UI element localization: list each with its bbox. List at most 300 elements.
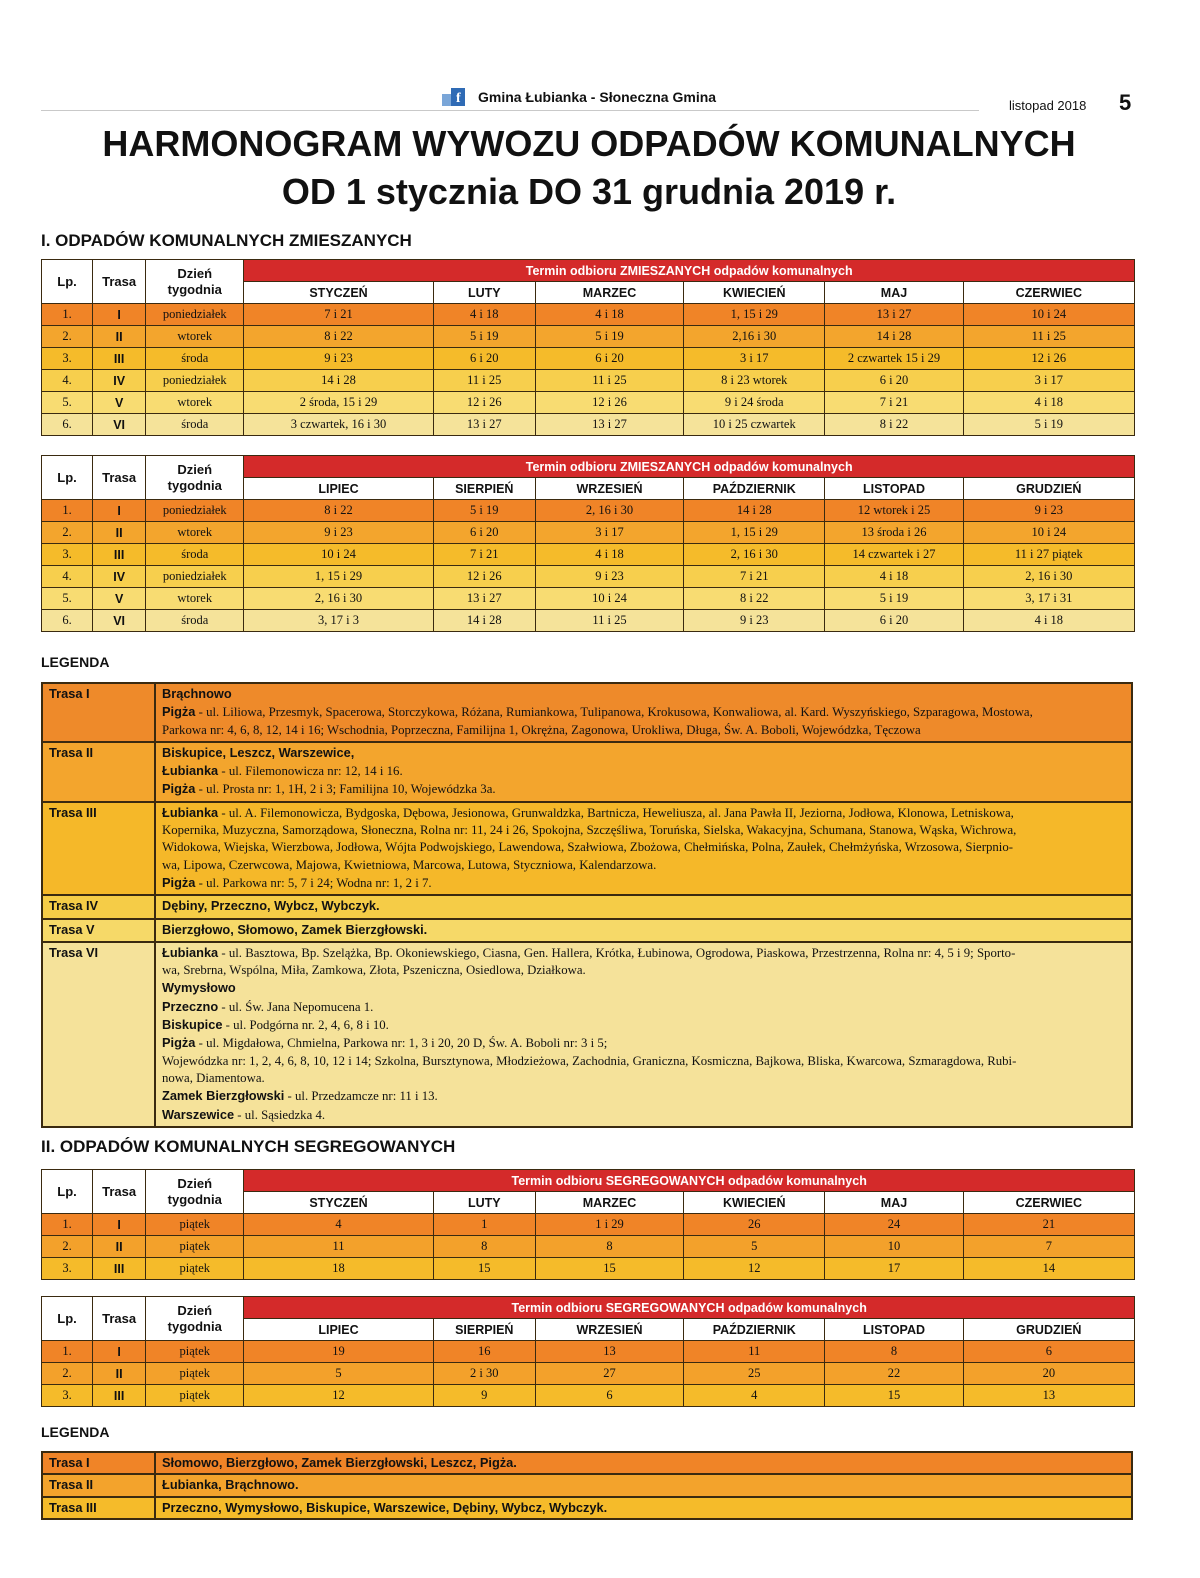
row-number: 2. (42, 326, 93, 348)
pickup-dates: 11 i 25 (433, 370, 535, 392)
month-header: MAJ (825, 1192, 963, 1214)
pickup-dates: 10 i 24 (963, 304, 1134, 326)
pickup-dates: 4 (684, 1385, 825, 1407)
pickup-dates: 3 i 17 (684, 348, 825, 370)
pickup-dates: 8 i 22 (244, 500, 433, 522)
legend-mixed (41, 682, 1133, 1128)
segregated-schedule-h2 (41, 1296, 1135, 1407)
street-group-name: Biskupice, Leszcz, Warszewice, (162, 744, 355, 760)
weekday: środa (146, 348, 244, 370)
route-id: I (93, 304, 146, 326)
weekday: piątek (146, 1214, 244, 1236)
street-group-name: Warszewice (162, 1106, 235, 1122)
route-id: II (93, 326, 146, 348)
legend-route-key: Trasa VI (42, 942, 155, 1127)
route-id: II (93, 1236, 146, 1258)
legend-route-key: Trasa III (42, 1497, 155, 1519)
month-header: CZERWIEC (963, 1192, 1134, 1214)
month-header: GRUDZIEŃ (963, 478, 1134, 500)
pickup-dates: 11 i 27 piątek (963, 544, 1134, 566)
row-number: 1. (42, 304, 93, 326)
pickup-dates: 21 (963, 1214, 1134, 1236)
pickup-dates: 2, 16 i 30 (244, 588, 433, 610)
col-header-dzien-line2: tygodnia (167, 1318, 222, 1334)
weekday: piątek (146, 1258, 244, 1280)
pickup-dates: 5 i 19 (825, 588, 963, 610)
legend-line (162, 1106, 1125, 1124)
pickup-dates: 20 (963, 1363, 1134, 1385)
pickup-dates: 13 i 27 (825, 304, 963, 326)
legend-line (162, 1070, 1125, 1087)
section-segregated-title: II. ODPADÓW KOMUNALNYCH SEGREGOWANYCH (41, 1137, 456, 1156)
route-id: II (93, 522, 146, 544)
page-title: HARMONOGRAM WYWOZU ODPADÓW KOMUNALNYCH (102, 123, 1076, 164)
section-mixed-title: I. ODPADÓW KOMUNALNYCH ZMIESZANYCH (41, 231, 412, 250)
legend-row (42, 1497, 1132, 1519)
table-row (42, 544, 1135, 566)
street-list: - ul. Filemonowicza nr: 12, 14 i 16. (218, 764, 403, 779)
street-group-name: Łubianka (162, 944, 219, 960)
table-row (42, 326, 1135, 348)
weekday: piątek (146, 1363, 244, 1385)
pickup-dates: 9 i 23 (244, 348, 433, 370)
legend-row (42, 742, 1132, 802)
pickup-dates: 22 (825, 1363, 963, 1385)
pickup-dates: 4 i 18 (963, 610, 1134, 632)
col-header-dzien (146, 260, 244, 304)
pickup-dates: 9 i 23 (535, 566, 683, 588)
pickup-dates: 14 i 28 (825, 326, 963, 348)
month-header: LISTOPAD (825, 478, 963, 500)
row-number: 2. (42, 522, 93, 544)
pickup-dates: 8 i 22 (825, 414, 963, 436)
table-row (42, 588, 1135, 610)
mixed-schedule-h1 (41, 259, 1135, 436)
table-row (42, 522, 1135, 544)
table-row (42, 1341, 1135, 1363)
street-group-name: Łubianka (162, 763, 219, 779)
legend-route-streets (155, 742, 1132, 802)
pickup-dates: 6 i 20 (433, 348, 535, 370)
street-list: Parkowa nr: 4, 6, 8, 12, 14 i 16; Wschodnia, Poprzeczna, Familijna 1, Okrężna, Zagonowa, Urokliwa, Długa, Św. A. Boboli, Wojewódzka, Tęczowa (162, 722, 921, 737)
pickup-dates: 9 i 23 (244, 522, 433, 544)
pickup-dates: 15 (825, 1385, 963, 1407)
pickup-dates: 4 i 18 (963, 392, 1134, 414)
pickup-dates: 25 (684, 1363, 825, 1385)
legend-route-places: Łubianka, Brąchnowo. (155, 1474, 1132, 1496)
pickup-dates: 8 (825, 1341, 963, 1363)
weekday: piątek (146, 1341, 244, 1363)
pickup-dates: 4 i 18 (535, 304, 683, 326)
month-header: LUTY (433, 1192, 535, 1214)
table-row (42, 414, 1135, 436)
legend-line (162, 1087, 1125, 1105)
pickup-dates: 12 wtorek i 25 (825, 500, 963, 522)
street-list: - ul. Przedzamcze nr: 11 i 13. (284, 1089, 438, 1104)
pickup-dates: 13 (963, 1385, 1134, 1407)
col-header-dzien-line2: tygodnia (167, 1191, 222, 1207)
month-header: STYCZEŃ (244, 1192, 433, 1214)
pickup-dates: 6 (535, 1385, 683, 1407)
pickup-dates: 8 i 22 (684, 588, 825, 610)
col-header-lp: Lp. (42, 1170, 93, 1214)
legend-line (162, 921, 1125, 939)
pickup-dates: 7 i 21 (244, 304, 433, 326)
col-header-trasa: Trasa (93, 1170, 146, 1214)
legend-line (162, 744, 1125, 762)
legend-route-key: Trasa II (42, 742, 155, 802)
legend-row (42, 683, 1132, 742)
pickup-dates: 10 (825, 1236, 963, 1258)
pickup-dates: 14 czwartek i 27 (825, 544, 963, 566)
row-number: 1. (42, 500, 93, 522)
col-header-lp: Lp. (42, 1297, 93, 1341)
street-group-name: Brąchnowo (162, 686, 232, 701)
pickup-dates: 1, 15 i 29 (244, 566, 433, 588)
pickup-dates: 11 i 25 (963, 326, 1134, 348)
pickup-dates: 2 i 30 (433, 1363, 535, 1385)
month-header: SIERPIEŃ (433, 1319, 535, 1341)
street-list: - ul. Parkowa nr: 5, 7 i 24; Wodna nr: 1, 2 i 7. (195, 875, 432, 890)
pickup-dates: 4 (244, 1214, 433, 1236)
weekday: piątek (146, 1236, 244, 1258)
month-header: PAŹDZIERNIK (684, 1319, 825, 1341)
street-group-name: Wymysłowo (162, 980, 236, 996)
route-id: III (93, 1258, 146, 1280)
pickup-dates: 9 i 23 (684, 610, 825, 632)
month-header: KWIECIEŃ (684, 282, 825, 304)
street-group-name: Przeczno (162, 998, 219, 1014)
table-row (42, 348, 1135, 370)
pickup-dates: 5 i 19 (963, 414, 1134, 436)
legend-line (162, 685, 1125, 703)
street-list: - ul. A. Filemonowicza, Bydgoska, Dębowa, Jesionowa, Grunwaldzka, Bartnicza, Heweliusza, al. Jana Pawła II, Jeziorna, Jodłowa, Klonowa, Letniskowa, (218, 805, 1014, 820)
table-row (42, 610, 1135, 632)
weekday: środa (146, 610, 244, 632)
pickup-dates: 11 i 25 (535, 370, 683, 392)
legend-line (162, 1034, 1125, 1052)
legend-line (162, 857, 1125, 874)
pickup-dates: 15 (433, 1258, 535, 1280)
municipality-logo-icon: f (442, 86, 472, 108)
legend-segregated (41, 1451, 1133, 1520)
row-number: 6. (42, 414, 93, 436)
weekday: poniedziałek (146, 370, 244, 392)
legend-line (162, 839, 1125, 856)
route-id: IV (93, 566, 146, 588)
col-header-dzien-line2: tygodnia (167, 281, 222, 297)
pickup-dates: 11 i 25 (535, 610, 683, 632)
pickup-dates: 9 i 24 środa (684, 392, 825, 414)
street-group-name: Bierzgłowo, Słomowo, Zamek Bierzgłowski. (162, 921, 428, 937)
pickup-dates: 6 i 20 (825, 370, 963, 392)
col-header-dzien (146, 456, 244, 500)
weekday: poniedziałek (146, 500, 244, 522)
col-header-dzien-line1: Dzień (177, 1302, 213, 1318)
schedule-heading: Termin odbioru SEGREGOWANYCH odpadów komunalnych (244, 1297, 1135, 1319)
month-header: WRZESIEŃ (535, 1319, 683, 1341)
pickup-dates: 12 i 26 (963, 348, 1134, 370)
row-number: 1. (42, 1214, 93, 1236)
weekday: wtorek (146, 392, 244, 414)
month-header: WRZESIEŃ (535, 478, 683, 500)
legend-route-key: Trasa II (42, 1474, 155, 1496)
col-header-dzien (146, 1170, 244, 1214)
street-list: - ul. Liliowa, Przesmyk, Spacerowa, Storczykowa, Różana, Rumiankowa, Tulipanowa, Krokusowa, Konwaliowa, al. Kard. Wyszyńskiego, Szparagowa, Mostowa, (195, 705, 1033, 720)
street-list: Widokowa, Wiejska, Wierzbowa, Jodłowa, Wójta Podwojskiego, Lawendowa, Szałwiowa, Zbożowa, Chełmińska, Polna, Zaułek, Chełmżyńska, Wrzosowa, Sierpnio- (162, 840, 1014, 855)
pickup-dates: 12 (684, 1258, 825, 1280)
pickup-dates: 2 czwartek 15 i 29 (825, 348, 963, 370)
street-list: nowa, Diamentowa. (162, 1070, 265, 1085)
legend-route-key: Trasa I (42, 683, 155, 742)
pickup-dates: 2 środa, 15 i 29 (244, 392, 433, 414)
pickup-dates: 3, 17 i 3 (244, 610, 433, 632)
month-header: PAŹDZIERNIK (684, 478, 825, 500)
street-group-name: Biskupice (162, 1017, 223, 1033)
route-id: III (93, 544, 146, 566)
pickup-dates: 13 (535, 1341, 683, 1363)
route-id: VI (93, 610, 146, 632)
legend-line (162, 1053, 1125, 1070)
legend-row (42, 1474, 1132, 1496)
route-id: V (93, 588, 146, 610)
route-id: IV (93, 370, 146, 392)
row-number: 1. (42, 1341, 93, 1363)
pickup-dates: 13 i 27 (433, 588, 535, 610)
legend-line (162, 780, 1125, 798)
month-header: GRUDZIEŃ (963, 1319, 1134, 1341)
month-header: MAJ (825, 282, 963, 304)
pickup-dates: 1 (433, 1214, 535, 1236)
pickup-dates: 18 (244, 1258, 433, 1280)
month-header: MARZEC (535, 1192, 683, 1214)
row-number: 4. (42, 370, 93, 392)
brand-name: Gmina Łubianka - Słoneczna Gmina (478, 89, 717, 105)
legend-line (162, 962, 1125, 979)
pickup-dates: 6 i 20 (433, 522, 535, 544)
col-header-lp: Lp. (42, 260, 93, 304)
pickup-dates: 9 (433, 1385, 535, 1407)
pickup-dates: 11 (684, 1341, 825, 1363)
pickup-dates: 1 i 29 (535, 1214, 683, 1236)
pickup-dates: 4 i 18 (535, 544, 683, 566)
pickup-dates: 2, 16 i 30 (963, 566, 1134, 588)
legend-line (162, 703, 1125, 721)
col-header-dzien-line2: tygodnia (167, 477, 222, 493)
street-group-name: Łubianka (162, 804, 219, 820)
pickup-dates: 8 i 23 wtorek (684, 370, 825, 392)
legend-row (42, 942, 1132, 1127)
legend-route-streets (155, 802, 1132, 895)
pickup-dates: 2, 16 i 30 (684, 544, 825, 566)
pickup-dates: 14 i 28 (684, 500, 825, 522)
route-id: VI (93, 414, 146, 436)
pickup-dates: 2, 16 i 30 (535, 500, 683, 522)
table-row (42, 500, 1135, 522)
pickup-dates: 14 i 28 (244, 370, 433, 392)
page-subtitle: OD 1 stycznia DO 31 grudnia 2019 r. (281, 171, 897, 212)
col-header-trasa: Trasa (93, 260, 146, 304)
segregated-schedule-h1 (41, 1169, 1135, 1280)
legend-row (42, 919, 1132, 942)
legend-route-places: Słomowo, Bierzgłowo, Zamek Bierzgłowski, Leszcz, Pigża. (155, 1452, 1132, 1474)
pickup-dates: 3 i 17 (535, 522, 683, 544)
header-rule (41, 110, 979, 111)
month-header: LISTOPAD (825, 1319, 963, 1341)
pickup-dates: 6 i 20 (825, 610, 963, 632)
pickup-dates: 8 i 22 (244, 326, 433, 348)
legend-route-streets (155, 919, 1132, 942)
schedule-heading: Termin odbioru ZMIESZANYCH odpadów komunalnych (244, 456, 1135, 478)
pickup-dates: 8 (535, 1236, 683, 1258)
pickup-dates: 7 i 21 (825, 392, 963, 414)
street-list: - ul. Migdałowa, Chmielna, Parkowa nr: 1, 3 i 20, 20 D, Św. A. Boboli nr: 3 i 5; (195, 1036, 608, 1051)
pickup-dates: 3 czwartek, 16 i 30 (244, 414, 433, 436)
weekday: wtorek (146, 522, 244, 544)
row-number: 6. (42, 610, 93, 632)
col-header-trasa: Trasa (93, 1297, 146, 1341)
street-list: Wojewódzka nr: 1, 2, 4, 6, 8, 10, 12 i 14; Szkolna, Bursztynowa, Młodzieżowa, Zachodnia, Graniczna, Kosmiczna, Bajkowa, Bliska, Kwarcowa, Szmaragdowa, Rubi- (162, 1053, 1017, 1068)
street-list: wa, Srebrna, Wspólna, Miła, Zamkowa, Złota, Pszeniczna, Osiedlowa, Działkowa. (162, 963, 586, 978)
legend-line (162, 874, 1125, 892)
pickup-dates: 7 i 21 (433, 544, 535, 566)
weekday: piątek (146, 1385, 244, 1407)
route-id: I (93, 500, 146, 522)
legend-line (162, 1016, 1125, 1034)
street-group-name: Pigża (162, 781, 196, 797)
pickup-dates: 12 i 26 (433, 566, 535, 588)
col-header-dzien (146, 1297, 244, 1341)
table-row (42, 1236, 1135, 1258)
month-header: MARZEC (535, 282, 683, 304)
pickup-dates: 12 i 26 (535, 392, 683, 414)
street-group-name: Pigża (162, 874, 196, 890)
table-row (42, 1385, 1135, 1407)
pickup-dates: 5 i 19 (433, 500, 535, 522)
legend-route-streets (155, 895, 1132, 918)
legend-line (162, 722, 1125, 739)
pickup-dates: 10 i 25 czwartek (684, 414, 825, 436)
schedule-heading: Termin odbioru ZMIESZANYCH odpadów komunalnych (244, 260, 1135, 282)
legend-route-streets (155, 942, 1132, 1127)
month-header: LIPIEC (244, 478, 433, 500)
row-number: 3. (42, 1258, 93, 1280)
pickup-dates: 10 i 24 (535, 588, 683, 610)
pickup-dates: 2,16 i 30 (684, 326, 825, 348)
street-list: - ul. Św. Jana Nepomucena 1. (218, 999, 374, 1014)
month-header: CZERWIEC (963, 282, 1134, 304)
street-list: - ul. Sąsiedzka 4. (234, 1107, 326, 1122)
street-group-name: Zamek Bierzgłowski (162, 1088, 285, 1104)
street-list: - ul. Podgórna nr. 2, 4, 6, 8 i 10. (222, 1018, 389, 1033)
table-row (42, 1258, 1135, 1280)
legend-line (162, 762, 1125, 780)
pickup-dates: 5 (684, 1236, 825, 1258)
route-id: II (93, 1363, 146, 1385)
pickup-dates: 7 i 21 (684, 566, 825, 588)
col-header-dzien-line1: Dzień (177, 265, 213, 281)
mixed-schedule-h2 (41, 455, 1135, 632)
pickup-dates: 6 (963, 1341, 1134, 1363)
legend-row (42, 1452, 1132, 1474)
row-number: 3. (42, 1385, 93, 1407)
pickup-dates: 13 środa i 26 (825, 522, 963, 544)
pickup-dates: 13 i 27 (433, 414, 535, 436)
street-list: wa, Lipowa, Czerwcowa, Majowa, Kwietniowa, Marcowa, Lutowa, Styczniowa, Kalendarzowa. (162, 857, 657, 872)
row-number: 5. (42, 588, 93, 610)
route-id: I (93, 1214, 146, 1236)
legend-mixed-label: LEGENDA (41, 654, 110, 670)
pickup-dates: 7 (963, 1236, 1134, 1258)
route-id: III (93, 348, 146, 370)
pickup-dates: 26 (684, 1214, 825, 1236)
street-list: - ul. Prosta nr: 1, 1H, 2 i 3; Familijna 10, Wojewódzka 3a. (195, 782, 496, 797)
month-header: LUTY (433, 282, 535, 304)
pickup-dates: 4 i 18 (825, 566, 963, 588)
street-group-name: Pigża (162, 704, 196, 720)
row-number: 5. (42, 392, 93, 414)
legend-route-key: Trasa V (42, 919, 155, 942)
pickup-dates: 5 (244, 1363, 433, 1385)
pickup-dates: 11 (244, 1236, 433, 1258)
pickup-dates: 12 i 26 (433, 392, 535, 414)
col-header-dzien-line1: Dzień (177, 461, 213, 477)
legend-line (162, 979, 1125, 997)
pickup-dates: 4 i 18 (433, 304, 535, 326)
pickup-dates: 8 (433, 1236, 535, 1258)
pickup-dates: 16 (433, 1341, 535, 1363)
pickup-dates: 10 i 24 (244, 544, 433, 566)
route-id: V (93, 392, 146, 414)
table-row (42, 1214, 1135, 1236)
col-header-lp: Lp. (42, 456, 93, 500)
month-header: KWIECIEŃ (684, 1192, 825, 1214)
pickup-dates: 1, 15 i 29 (684, 522, 825, 544)
table-row (42, 1363, 1135, 1385)
row-number: 3. (42, 348, 93, 370)
month-header: STYCZEŃ (244, 282, 433, 304)
page-number: 5 (1119, 90, 1132, 115)
table-row (42, 370, 1135, 392)
legend-route-key: Trasa III (42, 802, 155, 895)
legend-route-key: Trasa I (42, 1452, 155, 1474)
legend-line (162, 944, 1125, 962)
pickup-dates: 3, 17 i 31 (963, 588, 1134, 610)
pickup-dates: 14 (963, 1258, 1134, 1280)
pickup-dates: 6 i 20 (535, 348, 683, 370)
legend-row (42, 802, 1132, 895)
table-row (42, 304, 1135, 326)
schedule-heading: Termin odbioru SEGREGOWANYCH odpadów komunalnych (244, 1170, 1135, 1192)
row-number: 2. (42, 1236, 93, 1258)
row-number: 2. (42, 1363, 93, 1385)
legend-line (162, 804, 1125, 822)
weekday: poniedziałek (146, 566, 244, 588)
legend-segregated-label: LEGENDA (41, 1424, 110, 1440)
street-list: - ul. Basztowa, Bp. Szelążka, Bp. Okoniewskiego, Ciasna, Gen. Hallera, Krótka, Łubinowa, Ogrodowa, Piaskowa, Przestrzenna, Rolna nr: 4, 5 i 9; Sporto- (218, 945, 1016, 960)
weekday: wtorek (146, 326, 244, 348)
legend-row (42, 895, 1132, 918)
pickup-dates: 12 (244, 1385, 433, 1407)
table-row (42, 392, 1135, 414)
legend-line (162, 822, 1125, 839)
row-number: 4. (42, 566, 93, 588)
pickup-dates: 15 (535, 1258, 683, 1280)
row-number: 3. (42, 544, 93, 566)
month-header: SIERPIEŃ (433, 478, 535, 500)
legend-route-streets (155, 683, 1132, 742)
street-group-name: Pigża (162, 1035, 196, 1051)
